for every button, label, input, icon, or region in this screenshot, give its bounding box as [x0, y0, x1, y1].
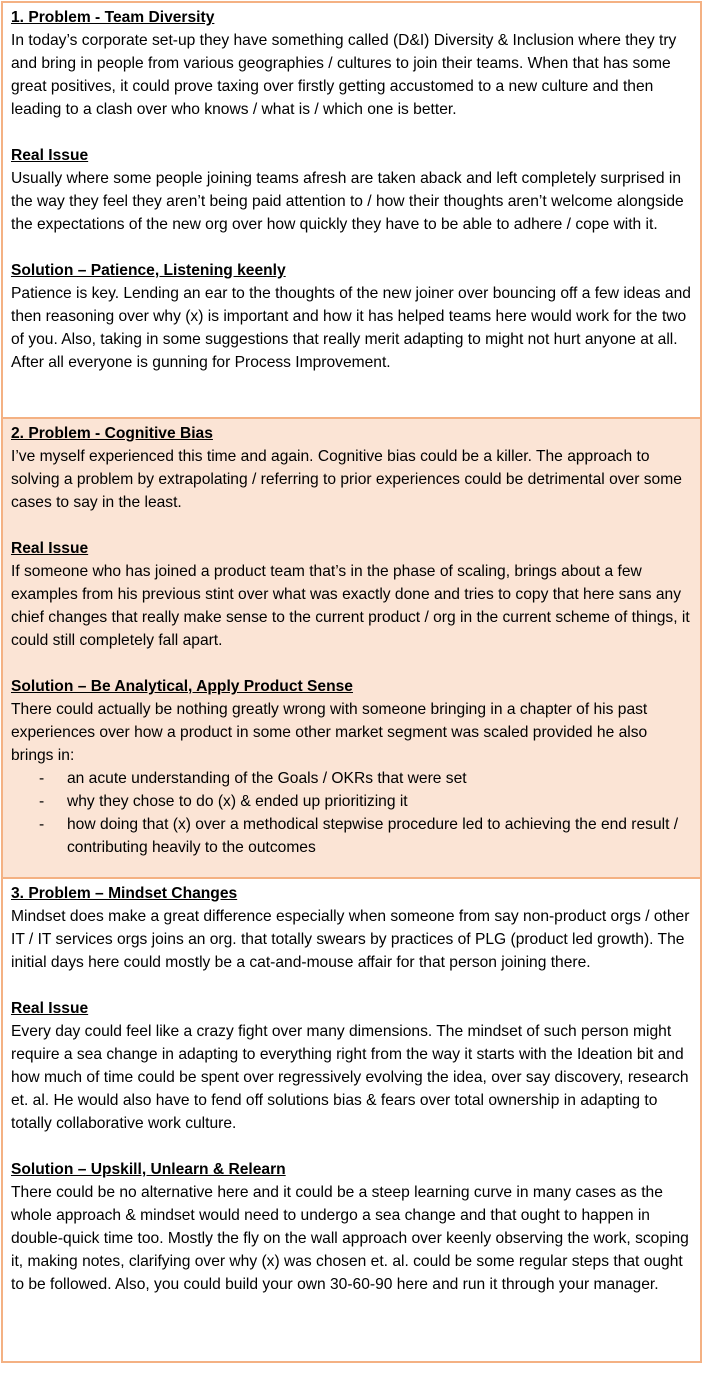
problem-paragraph: In today’s corporate set-up they have something called (D&I) Diversity & Inclusion where they try and bring in people from various geographies / cultures to join their teams. When that has some great positives, it could prove taxing over firstly getting accustomed to a new culture and then leading to a clash over who knows / what is / which one is better.: [11, 32, 677, 118]
spacer: [11, 514, 692, 537]
issue-heading: Real Issue: [11, 147, 89, 164]
spacer: [11, 236, 692, 259]
solution-paragraph: There could be no alternative here and it could be a steep learning curve in many cases as the whole approach & mindset would need to undergo a sea change and that ought to happen in double-quick time too. Mostly the fly on the wall approach over keenly observing the work, scoping it, making notes, clarifying over why (x) was chosen et. al. could be some regular steps that ought to be followed. Also, you could build your own 30-60-90 here and run it through your manager.: [11, 1184, 689, 1293]
solution-paragraph: Patience is key. Lending an ear to the thoughts of the new joiner over bouncing off a few ideas and then reasoning over why (x) is important and how it has helped teams here would work for the two of you. Also, taking in some suggestions that really merit adapting to might not hurt anyone at all. After all everyone is gunning for Process Improvement.: [11, 285, 691, 371]
document-table: [1, 1, 702, 1363]
list-item: [11, 813, 692, 859]
solution-heading: Solution – Patience, Listening keenly: [11, 262, 286, 279]
list-item-text: how doing that (x) over a methodical stepwise procedure led to achieving the end result / contributing heavily to the outcomes: [67, 816, 679, 856]
dash-bullet-icon: -: [39, 770, 45, 787]
issue-paragraph: Usually where some people joining teams afresh are taken aback and left completely surprised in the way they feel they aren’t being paid attention to / how their thoughts aren’t welcome alongside the expectations of the new org over how quickly they have to be able to adhere / cope with it.: [11, 170, 684, 233]
problem-heading: 3. Problem – Mindset Changes: [11, 885, 238, 902]
list-item: [11, 767, 692, 790]
issue-paragraph: If someone who has joined a product team that’s in the phase of scaling, brings about a few examples from his previous stint over what was exactly done and tries to copy that here sans any chief changes that really make sense to the current product / org in the current scheme of things, it could still completely fall apart.: [11, 563, 690, 649]
dash-bullet-icon: -: [39, 793, 45, 810]
problem-paragraph: Mindset does make a great difference especially when someone from say non-product orgs / other IT / IT services orgs joins an org. that totally swears by practices of PLG (product led growth). The initial days here could mostly be a cat-and-mouse affair for that person joining there.: [11, 908, 690, 971]
section-cognitive-bias: [3, 417, 700, 877]
problem-heading: 1. Problem - Team Diversity: [11, 9, 215, 26]
dash-bullet-icon: -: [39, 816, 45, 833]
issue-heading: Real Issue: [11, 540, 89, 557]
problem-heading: 2. Problem - Cognitive Bias: [11, 425, 213, 442]
list-item: [11, 790, 692, 813]
section-team-diversity: [3, 3, 700, 417]
list-item-text: why they chose to do (x) & ended up prioritizing it: [67, 793, 408, 810]
solution-paragraph: There could actually be nothing greatly wrong with someone bringing in a chapter of his past experiences over how a product in some other market segment was scaled provided he also brings in:: [11, 701, 648, 764]
list-item-text: an acute understanding of the Goals / OKRs that were set: [67, 770, 467, 787]
spacer: [11, 1135, 692, 1158]
spacer: [11, 121, 692, 144]
spacer: [11, 652, 692, 675]
section-mindset-changes: [3, 877, 700, 1361]
solution-heading: Solution – Be Analytical, Apply Product Sense: [11, 678, 353, 695]
solution-heading: Solution – Upskill, Unlearn & Relearn: [11, 1161, 286, 1178]
problem-paragraph: I’ve myself experienced this time and again. Cognitive bias could be a killer. The approach to solving a problem by extrapolating / referring to prior experiences could be detrimental over some cases to say in the least.: [11, 448, 682, 511]
issue-heading: Real Issue: [11, 1000, 89, 1017]
issue-paragraph: Every day could feel like a crazy fight over many dimensions. The mindset of such person might require a sea change in adapting to everything right from the way it starts with the Ideation bit and how much of time could be spent over regressively evolving the idea, over say discovery, research et. al. He would also have to fend off solutions bias & fears over total ownership in adapting to totally collaborative work culture.: [11, 1023, 689, 1132]
spacer: [11, 974, 692, 997]
bullet-list: [11, 767, 692, 859]
